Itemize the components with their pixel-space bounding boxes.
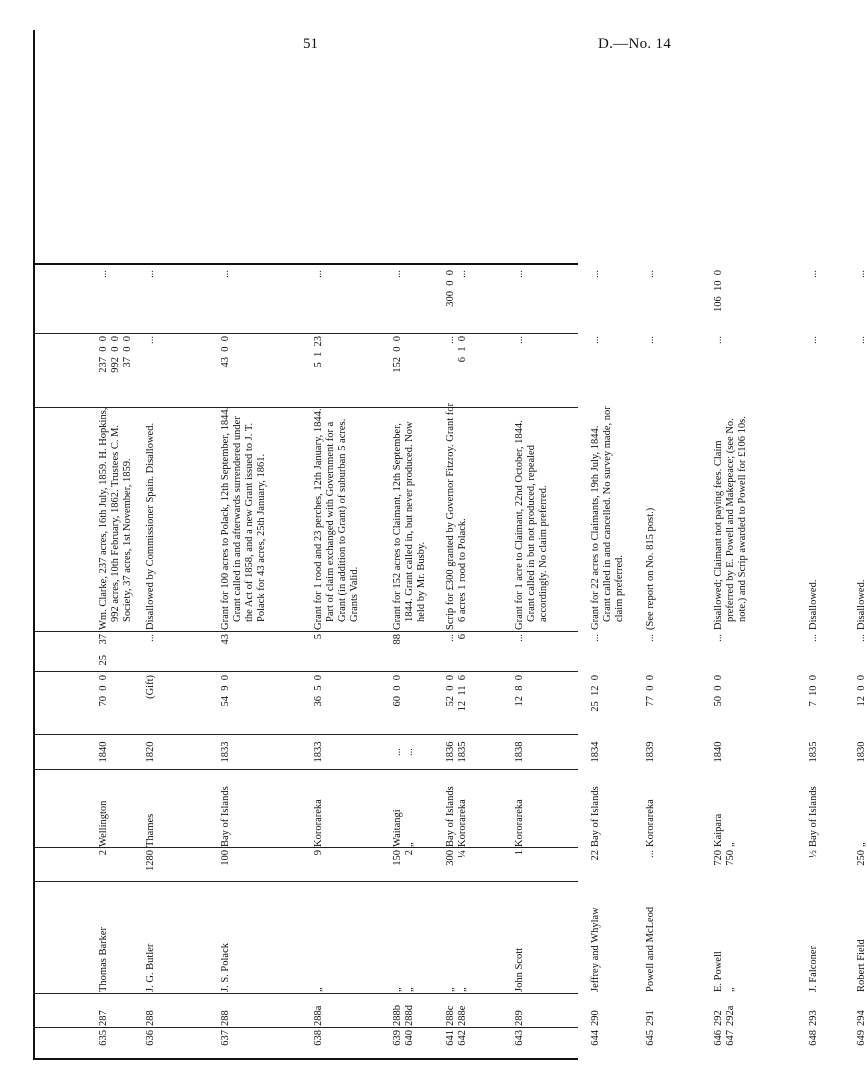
cell-claimant: Robert Field [856, 939, 867, 992]
cell-ref: 291 [645, 1010, 656, 1026]
cell-granted: ... [145, 336, 156, 344]
cell-claimed: ... [808, 634, 819, 642]
cell-place: „ [856, 842, 867, 847]
cell-scrip: 300 0 0 ... [445, 270, 468, 307]
cell-ref: 287 [98, 1010, 109, 1026]
cell-no: 639 640 [392, 1030, 415, 1046]
cell-date: 1830 [856, 741, 867, 763]
cell-no: 641 642 [445, 1030, 468, 1046]
column-rule [33, 734, 578, 735]
cell-granted: 5 1 23 [313, 336, 324, 368]
cell-ref: 292 292a [713, 1005, 736, 1026]
cell-acres: 100 [220, 850, 231, 866]
column-rule [33, 333, 578, 334]
cell-claimant: E. Powell „ [713, 951, 736, 992]
cell-no: 646 647 [713, 1030, 736, 1046]
cell-report: Grant for 152 acres to Claimant, 12th September, 1844. Grant called in, but never produced. Now held by Mr. Busby. [392, 421, 427, 630]
cell-no: 644 [590, 1030, 601, 1046]
cell-place: Kororareka [313, 799, 324, 847]
cell-price: 7 10 0 [808, 675, 819, 707]
cell-claimant: „ „ [392, 987, 415, 992]
column-rule [33, 631, 578, 632]
cell-scrip: ... [514, 270, 525, 278]
cell-claimed: 88 [392, 634, 403, 645]
cell-price: 25 12 0 [590, 675, 601, 712]
cell-date: 1834 [590, 741, 601, 763]
cell-acres: ½ [808, 850, 819, 858]
cell-claimant: J. S. Polack [220, 942, 231, 992]
cell-scrip: ... [808, 270, 819, 278]
cell-scrip: ... [98, 270, 109, 278]
cell-date: 1820 [145, 741, 156, 763]
cell-place: Bay of Islands [220, 786, 231, 847]
cell-no: 648 [808, 1030, 819, 1046]
cell-place: Waitangi „ [392, 809, 415, 847]
cell-scrip: ... [220, 270, 231, 278]
cell-acres: 9 [313, 850, 324, 856]
cell-report: Disallowed; Claimant not paying fees. Claim preferred by E. Powell and Makepeace; (see No. note.) and Scrip awarded to Powell for £106 10s. [713, 416, 748, 630]
cell-report: Wm. Clarke, 237 acres, 16th July, 1859. H. Hopkins, 992 acres, 10th February, 1862. Trustees C. M. Society, 37 acres, 1st November, 1859. [98, 407, 133, 630]
cell-claimed: ... [645, 634, 656, 642]
cell-acres: 22 [590, 850, 601, 861]
cell-date: 1833 [313, 741, 324, 763]
cell-acres: 250 [856, 850, 867, 866]
cell-place: Kororareka [514, 799, 525, 847]
cell-place: Bay of Islands [590, 786, 601, 847]
cell-report: Scrip for £300 granted by Governor Fitzroy. Grant for 6 acres 1 rood to Polack. [445, 402, 468, 630]
cell-claimant: J. G. Butler [145, 943, 156, 992]
cell-acres: 1 [514, 850, 525, 856]
cell-scrip: ... [392, 270, 403, 278]
cell-granted: ... [514, 336, 525, 344]
cell-price: 50 0 0 [713, 675, 724, 707]
cell-price: 70 0 0 [98, 675, 109, 707]
cell-report: Disallowed. [856, 579, 867, 630]
cell-claimed: 5 [313, 634, 324, 640]
cell-scrip: ... [856, 270, 867, 278]
cell-scrip: ... [645, 270, 656, 278]
cell-acres: 1280 [145, 850, 156, 871]
cell-ref: 289 [514, 1010, 525, 1026]
cell-price: 60 0 0 [392, 675, 403, 707]
cell-place: Thames [145, 813, 156, 847]
cell-no: 637 [220, 1030, 231, 1046]
page-number: 51 [303, 36, 318, 52]
cell-price: 36 5 0 [313, 675, 324, 707]
cell-scrip: ... [313, 270, 324, 278]
cell-granted: 237 0 0 992 0 0 37 0 0 [98, 336, 133, 373]
cell-claimant: „ „ [445, 987, 468, 992]
cell-date: 1840 [98, 741, 109, 763]
column-rule [33, 1058, 578, 1060]
cell-granted: ... 6 1 0 [445, 336, 468, 363]
cell-report: Grant for 1 acre to Claimant, 22nd October, 1844. Grant called in but not produced, repealed accordingly. No claim preferred. [514, 420, 549, 630]
cell-ref: 288 [145, 1010, 156, 1026]
cell-scrip: ... [145, 270, 156, 278]
cell-claimant: Thomas Barker [98, 926, 109, 992]
column-rule [33, 671, 578, 672]
cell-claimant: „ [313, 987, 324, 992]
cell-acres: 2 [98, 850, 109, 856]
cell-no: 635 [98, 1030, 109, 1046]
cell-report: Disallowed. [808, 579, 819, 630]
cell-granted: 152 0 0 [392, 336, 403, 373]
cell-ref: 288c 288e [445, 1005, 468, 1026]
cell-granted: ... [590, 336, 601, 344]
cell-ref: 293 [808, 1010, 819, 1026]
cell-no: 638 [313, 1030, 324, 1046]
cell-price: 52 0 0 12 11 6 [445, 675, 468, 712]
cell-place: Bay of Islands [808, 786, 819, 847]
cell-place: Wellington [98, 800, 109, 847]
cell-report: Grant for 22 acres to Claimants, 19th July, 1844. Grant called in and cancelled. No survey made, nor claim preferred. [590, 406, 625, 630]
cell-acres: 150 2 [392, 850, 415, 866]
cell-claimant: John Scott [514, 947, 525, 992]
cell-place: Kaipara „ [713, 813, 736, 847]
cell-granted: ... [645, 336, 656, 344]
cell-claimed: ... [514, 634, 525, 642]
cell-claimed: ... [856, 634, 867, 642]
cell-claimed: 43 [220, 634, 231, 645]
column-rule [33, 263, 578, 265]
cell-scrip: 106 10 0 [713, 270, 724, 312]
cell-acres: ... [645, 850, 656, 858]
cell-claimed: 25 37 [98, 634, 109, 666]
column-rule [33, 769, 578, 770]
cell-price: (Gift) [145, 675, 156, 699]
cell-scrip: ... [590, 270, 601, 278]
cell-ref: 288 [220, 1010, 231, 1026]
cell-claimed: ... [713, 634, 724, 642]
column-rule [33, 1027, 578, 1028]
cell-ref: 288a [313, 1005, 324, 1026]
cell-acres: 720 750 [713, 850, 736, 866]
cell-acres: 300 ¼ [445, 850, 468, 866]
page-reference: D.—No. 14 [598, 36, 672, 52]
cell-date: 1835 [808, 741, 819, 763]
cell-date: 1836 1835 [445, 741, 468, 763]
cell-place: Bay of Islands Kororareka [445, 786, 468, 847]
cell-no: 643 [514, 1030, 525, 1046]
cell-price: 77 0 0 [645, 675, 656, 707]
cell-claimed: ... 6 [445, 634, 468, 642]
cell-price: 12 0 0 [856, 675, 867, 707]
cell-date: 1838 [514, 741, 525, 763]
cell-report: Disallowed by Commissioner Spain. Disallowed. [145, 422, 156, 630]
cell-date: 1840 [713, 741, 724, 763]
cell-claimant: J. Falconer [808, 945, 819, 992]
cell-ref: 294 [856, 1010, 867, 1026]
cell-granted: 43 0 0 [220, 336, 231, 368]
column-rule [33, 847, 578, 848]
cell-date: 1839 [645, 741, 656, 763]
cell-report: Grant for 100 acres to Polack, 12th September, 1844. Grant called in and afterwards surrendered under the Act of 1858, and a new Grant issued to J. T. Polack for 43 acres, 25th January, 1861. [220, 406, 267, 630]
cell-granted: ... [856, 336, 867, 344]
cell-claimant: Jeffrey and Whylaw [590, 907, 601, 992]
column-rule [33, 993, 578, 994]
cell-claimed: ... [145, 634, 156, 642]
cell-date: ... ... [392, 748, 415, 756]
cell-price: 12 8 0 [514, 675, 525, 707]
cell-claimed: ... [590, 634, 601, 642]
cell-no: 645 [645, 1030, 656, 1046]
cell-place: Kororareka [645, 799, 656, 847]
cell-no: 636 [145, 1030, 156, 1046]
cell-ref: 288b 288d [392, 1005, 415, 1026]
cell-date: 1833 [220, 741, 231, 763]
cell-price: 54 9 0 [220, 675, 231, 707]
cell-no: 649 [856, 1030, 867, 1046]
column-rule [33, 881, 578, 882]
cell-claimant: Powell and McLeod [645, 906, 656, 992]
cell-report: (See report on No. 815 post.) [645, 507, 656, 630]
cell-ref: 290 [590, 1010, 601, 1026]
cell-report: Grant for 1 rood and 23 perches, 12th January, 1844. Part of claim exchanged with Government for a Grant (in addition to Grant) of suburban 5 acres. Grants Valid. [313, 408, 360, 630]
cell-granted: ... [808, 336, 819, 344]
table-top-rule [33, 30, 35, 1060]
cell-granted: ... [713, 336, 724, 344]
